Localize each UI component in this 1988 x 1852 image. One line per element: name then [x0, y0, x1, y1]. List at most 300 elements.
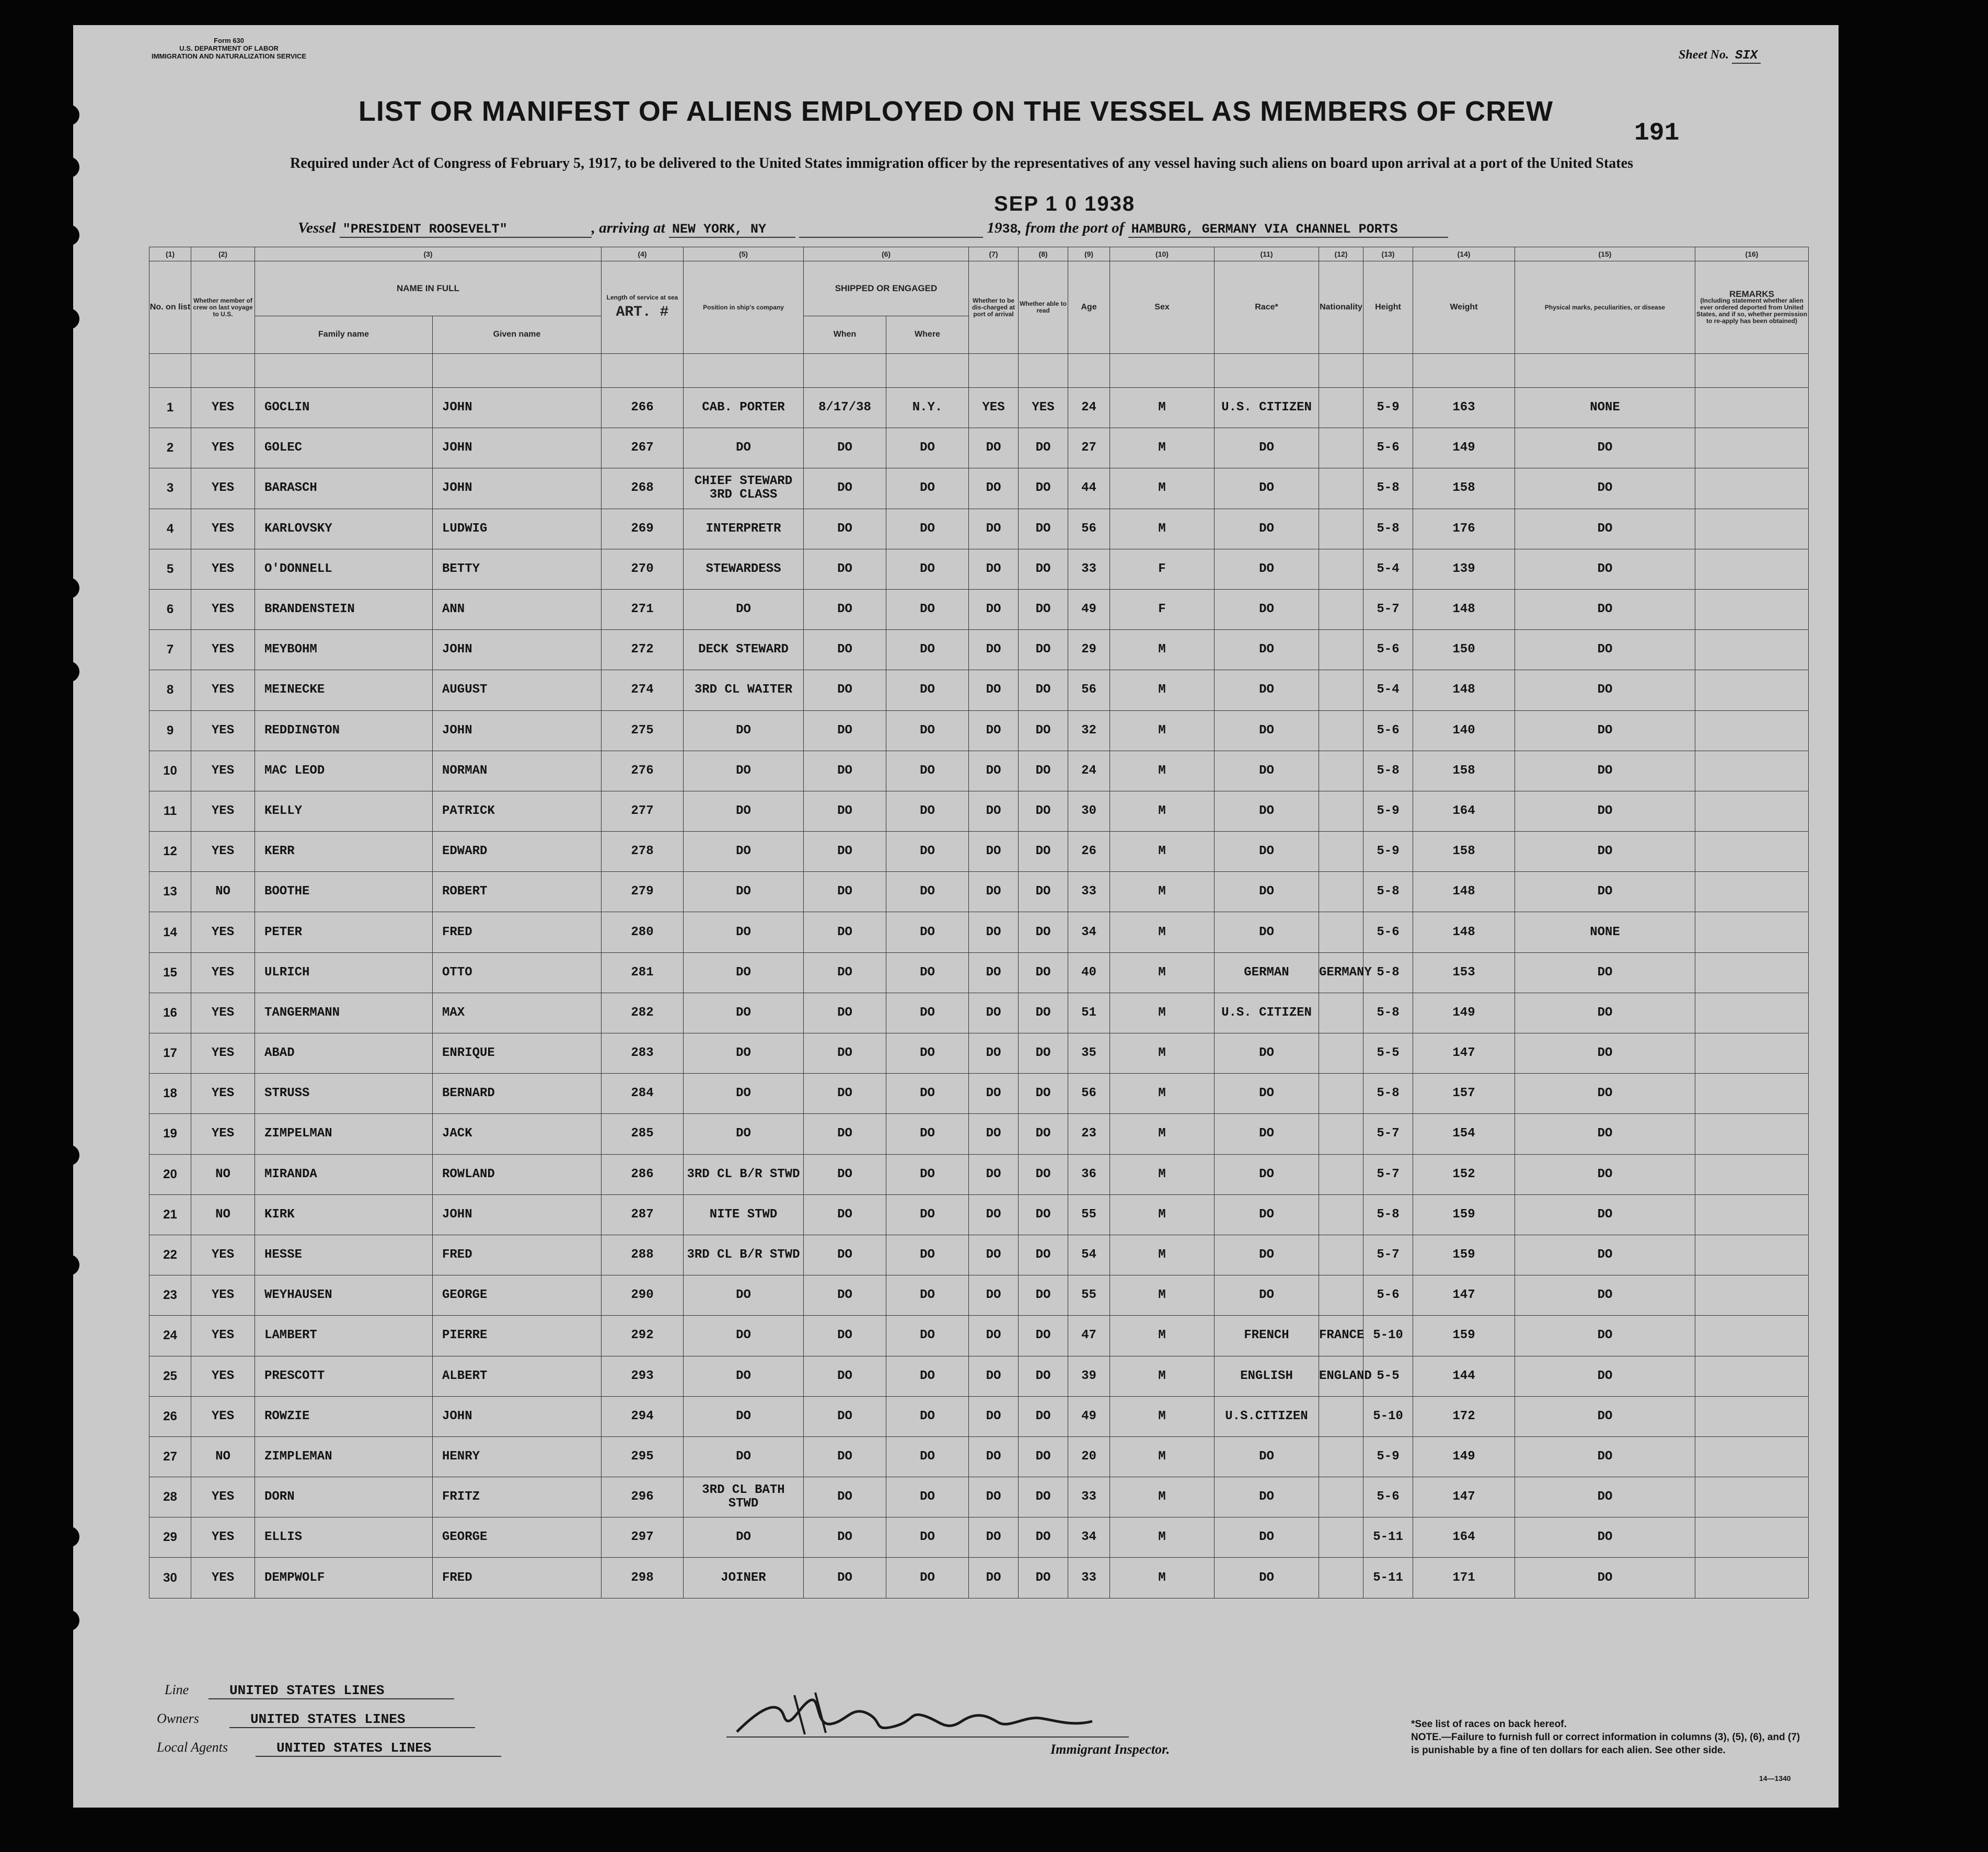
cell-family: PETER — [255, 912, 433, 952]
form-label: Form 630 — [214, 37, 244, 44]
binder-hole — [59, 1145, 79, 1166]
cell-when: DO — [804, 549, 886, 589]
cell-when: 8/17/38 — [804, 388, 886, 428]
cell-race: DO — [1215, 1558, 1319, 1598]
cell-read: DO — [1019, 1517, 1068, 1558]
cell-age: 27 — [1068, 428, 1110, 468]
cell-no: 23 — [149, 1275, 191, 1316]
cell-family: DEMPWOLF — [255, 1558, 433, 1598]
cell-where: DO — [886, 428, 969, 468]
cell-art: 278 — [602, 832, 684, 872]
cell-prev: YES — [191, 952, 255, 993]
header-shipped-engaged: SHIPPED OR ENGAGED — [804, 261, 969, 316]
cell-art: 282 — [602, 993, 684, 1033]
cell-when: DO — [804, 751, 886, 791]
cell-action — [1695, 1074, 1809, 1114]
header-remarks — [1695, 261, 1809, 354]
line-value: UNITED STATES LINES — [209, 1683, 454, 1699]
sheet-number — [1679, 48, 1761, 64]
cell-no: 3 — [149, 468, 191, 509]
cell-age: 32 — [1068, 710, 1110, 751]
cell-read: DO — [1019, 993, 1068, 1033]
cell-nationality — [1319, 1558, 1363, 1598]
cell-read: DO — [1019, 710, 1068, 751]
year-prefix: 19 — [987, 220, 1002, 236]
cell-weight: 152 — [1413, 1154, 1515, 1194]
cell-read: DO — [1019, 670, 1068, 710]
cell-weight: 158 — [1413, 751, 1515, 791]
cell-given: FRED — [433, 1558, 602, 1598]
cell-art: 279 — [602, 872, 684, 912]
cell-nationality — [1319, 1194, 1363, 1235]
cell-position: DO — [684, 1275, 804, 1316]
cell-discharged: DO — [969, 1154, 1019, 1194]
cell-where: DO — [886, 549, 969, 589]
cell-no: 8 — [149, 670, 191, 710]
binder-hole — [59, 1255, 79, 1275]
cell-weight: 148 — [1413, 872, 1515, 912]
cell-when: DO — [804, 791, 886, 831]
cell-read: DO — [1019, 832, 1068, 872]
cell-sex: F — [1110, 589, 1215, 629]
cell-read: DO — [1019, 1477, 1068, 1517]
table-row — [149, 1074, 1809, 1114]
cell-read: DO — [1019, 912, 1068, 952]
cell-height: 5-9 — [1363, 1436, 1413, 1477]
cell-weight: 159 — [1413, 1316, 1515, 1356]
cell-height: 5-8 — [1363, 751, 1413, 791]
cell-prev: YES — [191, 468, 255, 509]
cell-nationality — [1319, 509, 1363, 549]
table-row — [149, 912, 1809, 952]
cell-discharged: DO — [969, 670, 1019, 710]
table-row — [149, 468, 1809, 509]
cell-weight: 148 — [1413, 589, 1515, 629]
cell-given: OTTO — [433, 952, 602, 993]
table-row — [149, 952, 1809, 993]
cell-height: 5-4 — [1363, 549, 1413, 589]
cell-read: DO — [1019, 549, 1068, 589]
cell-action — [1695, 1558, 1809, 1598]
table-row — [149, 589, 1809, 629]
cell-no: 26 — [149, 1396, 191, 1436]
cell-when: DO — [804, 1477, 886, 1517]
cell-marks: DO — [1515, 1033, 1695, 1074]
cell-position: DO — [684, 952, 804, 993]
cell-race: DO — [1215, 912, 1319, 952]
cell-given: ROBERT — [433, 872, 602, 912]
cell-race: GERMAN — [1215, 952, 1319, 993]
cell-given: FRITZ — [433, 1477, 602, 1517]
cell-where: DO — [886, 1558, 969, 1598]
cell-art: 281 — [602, 952, 684, 993]
cell-age: 55 — [1068, 1194, 1110, 1235]
cell-weight: 147 — [1413, 1033, 1515, 1074]
cell-when: DO — [804, 589, 886, 629]
cell-weight: 172 — [1413, 1396, 1515, 1436]
cell-position: DO — [684, 791, 804, 831]
cell-read: DO — [1019, 952, 1068, 993]
table-row — [149, 791, 1809, 831]
cell-position: DECK STEWARD — [684, 630, 804, 670]
cell-race: DO — [1215, 428, 1319, 468]
cell-family: MEYBOHM — [255, 630, 433, 670]
cell-race: DO — [1215, 630, 1319, 670]
cell-position: DO — [684, 1074, 804, 1114]
cell-where: DO — [886, 1396, 969, 1436]
binder-hole — [59, 1526, 79, 1547]
cell-read: DO — [1019, 791, 1068, 831]
cell-family: KARLOVSKY — [255, 509, 433, 549]
cell-when: DO — [804, 670, 886, 710]
cell-height: 5-6 — [1363, 1477, 1413, 1517]
cell-age: 55 — [1068, 1275, 1110, 1316]
cell-when: DO — [804, 912, 886, 952]
cell-action — [1695, 630, 1809, 670]
cell-race: DO — [1215, 751, 1319, 791]
cell-discharged: DO — [969, 1477, 1019, 1517]
table-row — [149, 872, 1809, 912]
cell-no: 24 — [149, 1316, 191, 1356]
cell-age: 56 — [1068, 509, 1110, 549]
header-position: Position in ship's company — [684, 261, 804, 354]
cell-where: DO — [886, 791, 969, 831]
cell-action — [1695, 1477, 1809, 1517]
cell-race: U.S. CITIZEN — [1215, 993, 1319, 1033]
cell-height: 5-11 — [1363, 1558, 1413, 1598]
cell-nationality — [1319, 1436, 1363, 1477]
cell-when: DO — [804, 1558, 886, 1598]
header-sex: Sex — [1110, 261, 1215, 354]
cell-no: 4 — [149, 509, 191, 549]
cell-read: DO — [1019, 1194, 1068, 1235]
cell-nationality: FRANCE — [1319, 1316, 1363, 1356]
cell-prev: YES — [191, 791, 255, 831]
cell-given: JOHN — [433, 1396, 602, 1436]
binder-hole — [59, 225, 79, 246]
header-length-service-label: Length of service at sea — [606, 294, 678, 301]
cell-nationality — [1319, 589, 1363, 629]
cell-sex: M — [1110, 428, 1215, 468]
cell-art: 271 — [602, 589, 684, 629]
cell-age: 44 — [1068, 468, 1110, 509]
cell-weight: 149 — [1413, 1436, 1515, 1477]
cell-where: DO — [886, 1074, 969, 1114]
cell-family: TANGERMANN — [255, 993, 433, 1033]
page-title: LIST OR MANIFEST OF ALIENS EMPLOYED ON THE VESSEL AS MEMBERS OF CREW — [358, 96, 1554, 127]
cell-position: INTERPRETR — [684, 509, 804, 549]
cell-marks: DO — [1515, 670, 1695, 710]
cell-action — [1695, 1396, 1809, 1436]
cell-position: 3RD CL B/R STWD — [684, 1154, 804, 1194]
cell-family: ZIMPELMAN — [255, 1114, 433, 1154]
cell-sex: M — [1110, 1154, 1215, 1194]
cell-position: DO — [684, 710, 804, 751]
cell-race: DO — [1215, 1436, 1319, 1477]
agents-label: Local Agents — [157, 1740, 228, 1755]
cell-sex: F — [1110, 549, 1215, 589]
cell-where: DO — [886, 1275, 969, 1316]
cell-read: DO — [1019, 1396, 1068, 1436]
table-row — [149, 1194, 1809, 1235]
cell-discharged: YES — [969, 388, 1019, 428]
cell-marks: DO — [1515, 1194, 1695, 1235]
binder-hole — [59, 578, 79, 599]
cell-height: 5-7 — [1363, 589, 1413, 629]
cell-nationality — [1319, 630, 1363, 670]
cell-discharged: DO — [969, 1356, 1019, 1396]
cell-art: 286 — [602, 1154, 684, 1194]
cell-discharged: DO — [969, 993, 1019, 1033]
cell-age: 23 — [1068, 1114, 1110, 1154]
cell-sex: M — [1110, 710, 1215, 751]
cell-position: DO — [684, 1396, 804, 1436]
cell-nationality — [1319, 993, 1363, 1033]
cell-action — [1695, 1275, 1809, 1316]
cell-race: DO — [1215, 832, 1319, 872]
cell-given: ALBERT — [433, 1356, 602, 1396]
cell-given: AUGUST — [433, 670, 602, 710]
cell-read: DO — [1019, 1074, 1068, 1114]
cell-position: DO — [684, 1356, 804, 1396]
cell-art: 269 — [602, 509, 684, 549]
cell-given: ANN — [433, 589, 602, 629]
header-no-on-list: No. on list — [149, 261, 191, 354]
cell-discharged: DO — [969, 872, 1019, 912]
cell-position: DO — [684, 993, 804, 1033]
cell-given: JOHN — [433, 468, 602, 509]
header-race: Race* — [1215, 261, 1319, 354]
cell-prev: YES — [191, 630, 255, 670]
cell-discharged: DO — [969, 1517, 1019, 1558]
cell-where: DO — [886, 468, 969, 509]
cell-action — [1695, 589, 1809, 629]
cell-sex: M — [1110, 1517, 1215, 1558]
cell-nationality — [1319, 670, 1363, 710]
cell-marks: DO — [1515, 952, 1695, 993]
cell-age: 26 — [1068, 832, 1110, 872]
cell-sex: M — [1110, 912, 1215, 952]
cell-sex: M — [1110, 468, 1215, 509]
cell-given: MAX — [433, 993, 602, 1033]
cell-when: DO — [804, 1194, 886, 1235]
cell-sex: M — [1110, 872, 1215, 912]
table-row — [149, 710, 1809, 751]
cell-age: 51 — [1068, 993, 1110, 1033]
cell-nationality — [1319, 710, 1363, 751]
cell-family: BRANDENSTEIN — [255, 589, 433, 629]
cell-sex: M — [1110, 832, 1215, 872]
cell-position: DO — [684, 428, 804, 468]
cell-marks: DO — [1515, 549, 1695, 589]
cell-art: 283 — [602, 1033, 684, 1074]
cell-age: 34 — [1068, 1517, 1110, 1558]
cell-given: JOHN — [433, 388, 602, 428]
cell-family: PRESCOTT — [255, 1356, 433, 1396]
cell-prev: YES — [191, 912, 255, 952]
cell-height: 5-6 — [1363, 1275, 1413, 1316]
cell-art: 266 — [602, 388, 684, 428]
cell-discharged: DO — [969, 791, 1019, 831]
colnum-4: (4) — [602, 247, 684, 261]
cell-action — [1695, 872, 1809, 912]
crew-table — [149, 247, 1809, 1598]
cell-nationality — [1319, 1033, 1363, 1074]
cell-age: 40 — [1068, 952, 1110, 993]
cell-read: DO — [1019, 428, 1068, 468]
cell-where: DO — [886, 630, 969, 670]
cell-prev: YES — [191, 751, 255, 791]
header-name-in-full: NAME IN FULL — [255, 261, 602, 316]
cell-race: DO — [1215, 791, 1319, 831]
table-row — [149, 1356, 1809, 1396]
cell-action — [1695, 509, 1809, 549]
cell-sex: M — [1110, 1114, 1215, 1154]
cell-marks: DO — [1515, 993, 1695, 1033]
cell-read: DO — [1019, 1356, 1068, 1396]
from-label: , from the port of — [1018, 220, 1125, 236]
cell-height: 5-8 — [1363, 468, 1413, 509]
cell-given: HENRY — [433, 1436, 602, 1477]
cell-age: 30 — [1068, 791, 1110, 831]
cell-when: DO — [804, 1154, 886, 1194]
cell-weight: 176 — [1413, 509, 1515, 549]
cell-height: 5-7 — [1363, 1154, 1413, 1194]
cell-marks: DO — [1515, 751, 1695, 791]
cell-where: DO — [886, 1356, 969, 1396]
cell-prev: YES — [191, 710, 255, 751]
line-label: Line — [165, 1682, 189, 1697]
cell-action — [1695, 1154, 1809, 1194]
cell-where: DO — [886, 1517, 969, 1558]
cell-given: JOHN — [433, 1194, 602, 1235]
cell-marks: DO — [1515, 791, 1695, 831]
cell-family: STRUSS — [255, 1074, 433, 1114]
cell-no: 20 — [149, 1154, 191, 1194]
cell-height: 5-6 — [1363, 912, 1413, 952]
header-where: Where — [886, 316, 969, 353]
cell-read: DO — [1019, 1275, 1068, 1316]
year-value: 38 — [1002, 222, 1018, 237]
cell-read: DO — [1019, 751, 1068, 791]
cell-position: DO — [684, 1316, 804, 1356]
cell-given: BETTY — [433, 549, 602, 589]
cell-age: 47 — [1068, 1316, 1110, 1356]
cell-read: YES — [1019, 388, 1068, 428]
cell-prev: YES — [191, 1275, 255, 1316]
page-subtitle: Required under Act of Congress of February 5, 1917, to be delivered to the United States immigration officer by the representatives of any vessel having such aliens on board upon arrival at a port of the United States — [290, 155, 1633, 171]
cell-family: ROWZIE — [255, 1396, 433, 1436]
cell-age: 56 — [1068, 1074, 1110, 1114]
cell-discharged: DO — [969, 751, 1019, 791]
cell-weight: 159 — [1413, 1235, 1515, 1275]
service-label: IMMIGRATION AND NATURALIZATION SERVICE — [152, 52, 307, 60]
cell-prev: YES — [191, 509, 255, 549]
cell-prev: YES — [191, 1356, 255, 1396]
header-nationality: Nationality — [1319, 261, 1363, 354]
cell-given: JOHN — [433, 710, 602, 751]
cell-no: 18 — [149, 1074, 191, 1114]
cell-when: DO — [804, 1033, 886, 1074]
cell-nationality — [1319, 1154, 1363, 1194]
cell-family: MIRANDA — [255, 1154, 433, 1194]
cell-no: 10 — [149, 751, 191, 791]
cell-position: STEWARDESS — [684, 549, 804, 589]
cell-weight: 159 — [1413, 1194, 1515, 1235]
header-family-name: Family name — [255, 316, 433, 353]
cell-nationality — [1319, 832, 1363, 872]
cell-family: REDDINGTON — [255, 710, 433, 751]
header-physical-marks: Physical marks, peculiarities, or disease — [1515, 261, 1695, 354]
colnum-9: (9) — [1068, 247, 1110, 261]
cell-race: FRENCH — [1215, 1316, 1319, 1356]
cell-nationality — [1319, 751, 1363, 791]
binder-hole — [59, 105, 79, 125]
cell-art: 270 — [602, 549, 684, 589]
cell-given: PIERRE — [433, 1316, 602, 1356]
cell-family: KELLY — [255, 791, 433, 831]
cell-age: 33 — [1068, 1477, 1110, 1517]
cell-action — [1695, 670, 1809, 710]
cell-discharged: DO — [969, 952, 1019, 993]
cell-no: 29 — [149, 1517, 191, 1558]
cell-age: 20 — [1068, 1436, 1110, 1477]
table-row — [149, 1114, 1809, 1154]
cell-no: 1 — [149, 388, 191, 428]
cell-marks: DO — [1515, 1558, 1695, 1598]
cell-sex: M — [1110, 1356, 1215, 1396]
cell-nationality — [1319, 791, 1363, 831]
cell-prev: YES — [191, 1558, 255, 1598]
cell-given: GEORGE — [433, 1517, 602, 1558]
cell-race: DO — [1215, 710, 1319, 751]
cell-no: 11 — [149, 791, 191, 831]
cell-where: N.Y. — [886, 388, 969, 428]
cell-sex: M — [1110, 1436, 1215, 1477]
cell-when: DO — [804, 428, 886, 468]
cell-no: 25 — [149, 1356, 191, 1396]
cell-family: BOOTHE — [255, 872, 433, 912]
cell-position: CHIEF STEWARD 3RD CLASS — [684, 468, 804, 509]
cell-race: DO — [1215, 589, 1319, 629]
cell-family: BARASCH — [255, 468, 433, 509]
cell-discharged: DO — [969, 630, 1019, 670]
cell-read: DO — [1019, 1033, 1068, 1074]
cell-weight: 171 — [1413, 1558, 1515, 1598]
cell-prev: YES — [191, 993, 255, 1033]
cell-race: DO — [1215, 509, 1319, 549]
cell-nationality — [1319, 428, 1363, 468]
cell-weight: 158 — [1413, 468, 1515, 509]
cell-sex: M — [1110, 1558, 1215, 1598]
cell-where: DO — [886, 670, 969, 710]
cell-when: DO — [804, 1275, 886, 1316]
cell-art: 287 — [602, 1194, 684, 1235]
cell-where: DO — [886, 1194, 969, 1235]
cell-marks: DO — [1515, 589, 1695, 629]
cell-sex: M — [1110, 1074, 1215, 1114]
cell-read: DO — [1019, 1436, 1068, 1477]
cell-height: 5-8 — [1363, 952, 1413, 993]
footer-agents — [157, 1740, 501, 1757]
cell-given: JOHN — [433, 428, 602, 468]
cell-discharged: DO — [969, 1436, 1019, 1477]
cell-position: 3RD CL B/R STWD — [684, 1235, 804, 1275]
header-art-no: ART. # — [616, 304, 669, 320]
cell-discharged: DO — [969, 1558, 1019, 1598]
cell-height: 5-8 — [1363, 1074, 1413, 1114]
cell-sex: M — [1110, 630, 1215, 670]
